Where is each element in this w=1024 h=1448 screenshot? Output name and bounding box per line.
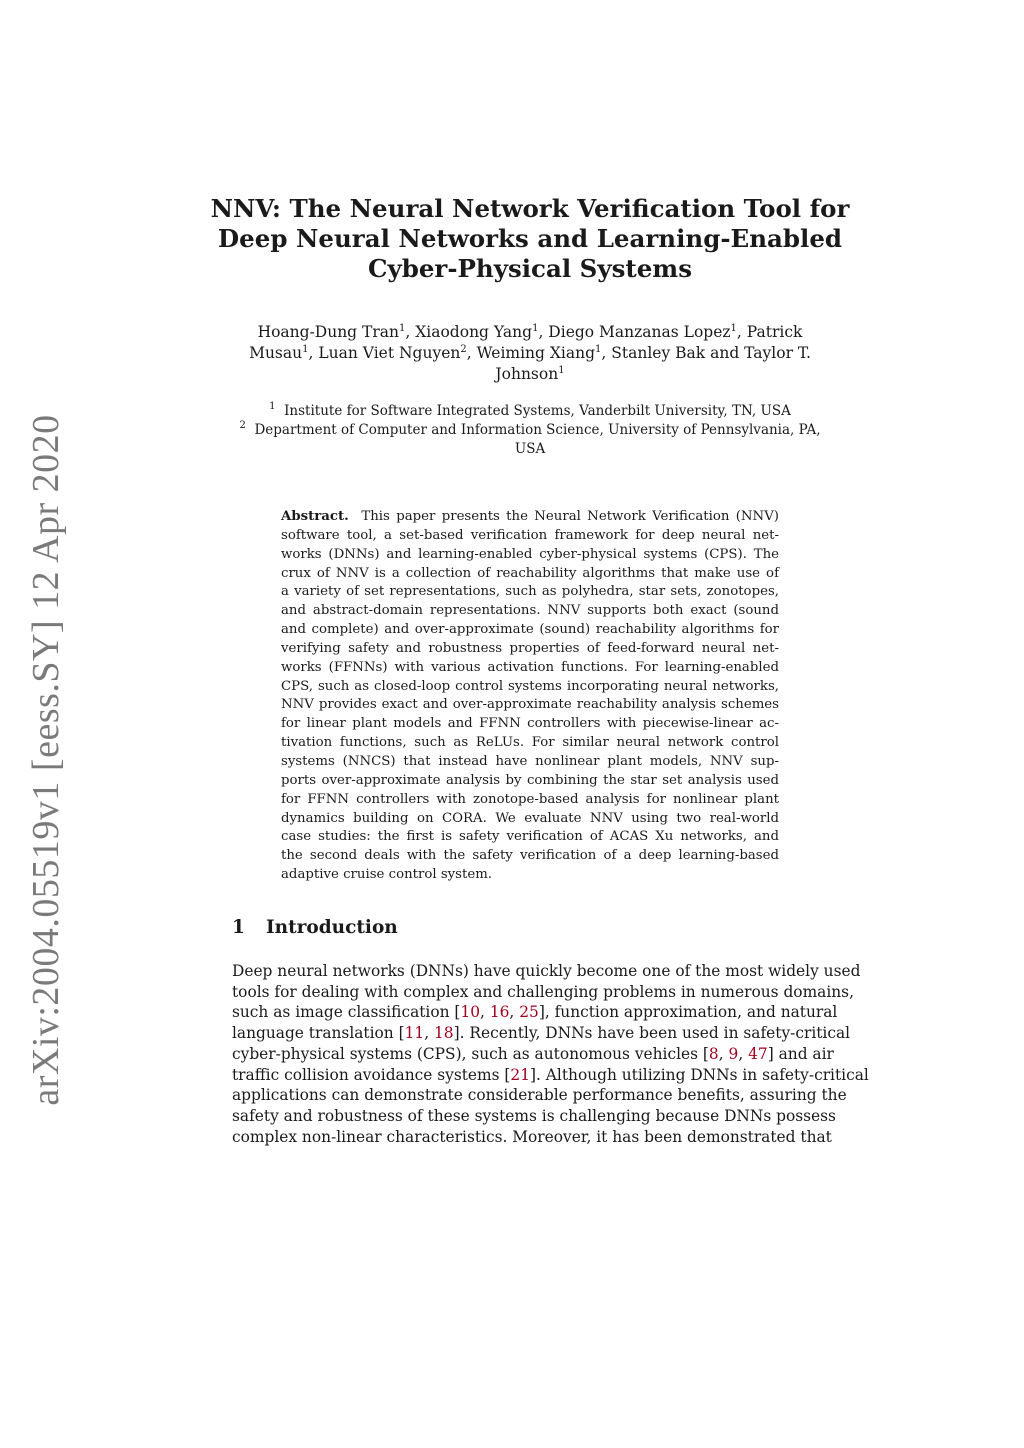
body-line: safety and robustness of these systems is challenging because DNNs possess — [232, 1106, 836, 1125]
abstract-line: works (DNNs) and learning-enabled cyber-physical systems (CPS). The — [281, 546, 779, 562]
affiliation-mark: 1 — [302, 344, 309, 355]
author-name: Musau — [249, 344, 303, 362]
abstract-line: the second deals with the safety verification of a deep learning-based — [281, 848, 779, 864]
author-name: , Stanley Bak and Taylor T. — [601, 344, 811, 362]
affiliation-line — [210, 402, 850, 421]
author-name: , Diego Manzanas Lopez — [538, 323, 731, 341]
abstract-line: for linear plant models and FFNN controllers with piecewise-linear ac- — [281, 716, 779, 732]
affiliation-text: Department of Computer and Information Science, University of Pennsylvania, PA, — [254, 422, 821, 438]
citation-link[interactable]: 25 — [519, 1003, 539, 1022]
abstract-line: tivation functions, such as ReLUs. For similar neural network control — [281, 735, 779, 751]
abstract-line — [281, 508, 779, 527]
affiliation-line: USA — [514, 441, 546, 457]
affiliation-list — [210, 402, 850, 459]
abstract-line: crux of NNV is a collection of reachability algorithms that make use of — [281, 565, 779, 581]
introduction-paragraph — [232, 961, 869, 1147]
abstract-line: verifying safety and robustness properties of feed-forward neural net- — [281, 640, 779, 656]
author-name: , Weiming Xiang — [466, 344, 596, 362]
abstract-line: CPS, such as closed-loop control systems incorporating neural networks, — [281, 678, 779, 694]
body-line: such as image classification [10, 16, 25], function approximation, and natural — [232, 1003, 838, 1022]
paper-title — [200, 194, 860, 284]
body-line: Deep neural networks (DNNs) have quickly become one of the most widely used — [232, 962, 861, 980]
abstract-line: ports over-approximate analysis by combining the star set analysis used — [281, 772, 779, 788]
body-line: traffic collision avoidance systems [21]. Although utilizing DNNs in safety-critical — [232, 1065, 869, 1084]
affiliation-mark: 1 — [595, 344, 602, 355]
author-name: , Xiaodong Yang — [405, 323, 533, 341]
author-name: , Patrick — [736, 323, 803, 341]
affiliation-mark: 1 — [269, 401, 276, 412]
section-number: 1 — [232, 917, 245, 938]
author-line — [210, 364, 850, 385]
arxiv-identifier-stamp — [16, 414, 76, 1106]
arxiv-identifier-text: arXiv:2004.05519v1 [eess.SY] 12 Apr 2020 — [25, 414, 67, 1106]
abstract-line: and complete) and over-approximate (sound) reachability algorithms for — [281, 622, 779, 638]
abstract — [281, 508, 779, 885]
affiliation-line — [210, 421, 850, 440]
abstract-line: works (FFNNs) with various activation functions. For learning-enabled — [281, 659, 779, 675]
citation-link[interactable]: 11 — [404, 1024, 425, 1043]
abstract-line: systems (NNCS) that instead have nonlinear plant models, NNV sup- — [281, 753, 779, 769]
title-line: NNV: The Neural Network Verification Tool for — [210, 194, 850, 223]
abstract-line: for FFNN controllers with zonotope-based analysis for nonlinear plant — [281, 791, 779, 807]
affiliation-mark: 2 — [460, 344, 467, 355]
author-line — [210, 343, 850, 364]
section-title: Introduction — [266, 917, 398, 938]
body-line: applications can demonstrate considerable performance benefits, assuring the — [232, 1086, 847, 1105]
author-name: Hoang-Dung Tran — [257, 323, 400, 341]
author-line — [210, 322, 850, 343]
author-name: Johnson — [495, 365, 559, 383]
body-line: cyber-physical systems (CPS), such as autonomous vehicles [8, 9, 47] and air — [232, 1044, 834, 1063]
affiliation-mark: 1 — [730, 323, 737, 334]
citation-link[interactable]: 10 — [460, 1003, 481, 1022]
affiliation-mark: 1 — [532, 323, 539, 334]
abstract-line: dynamics building on CORA. We evaluate NNV using two real-world — [281, 810, 779, 826]
abstract-line: a variety of set representations, such as polyhedra, star sets, zonotopes, — [281, 584, 779, 600]
abstract-line: adaptive cruise control system. — [281, 867, 493, 883]
section-heading-introduction — [232, 917, 398, 938]
abstract-line: NNV provides exact and over-approximate reachability analysis schemes — [281, 697, 779, 713]
citation-link[interactable]: 21 — [510, 1065, 531, 1084]
body-line: complex non-linear characteristics. Moreover, it has been demonstrated that — [232, 1127, 832, 1146]
affiliation-mark: 2 — [239, 420, 246, 431]
title-line: Deep Neural Networks and Learning-Enabled — [217, 224, 843, 253]
author-list — [210, 322, 850, 385]
citation-link[interactable]: 18 — [434, 1024, 454, 1043]
abstract-label: Abstract. — [281, 509, 349, 524]
abstract-line: software tool, a set-based verification framework for deep neural net- — [281, 527, 779, 543]
body-line: language translation [11, 18]. Recently, DNNs have been used in safety-critical — [232, 1024, 851, 1043]
citation-link[interactable]: 9 — [728, 1044, 739, 1063]
abstract-line: and abstract-domain representations. NNV supports both exact (sound — [281, 603, 779, 619]
affiliation-mark: 1 — [558, 365, 565, 376]
citation-link[interactable]: 47 — [748, 1044, 768, 1063]
affiliation-text: Institute for Software Integrated Systems, Vanderbilt University, TN, USA — [284, 403, 791, 419]
affiliation-mark: 1 — [399, 323, 406, 334]
citation-link[interactable]: 8 — [708, 1044, 719, 1063]
abstract-line: case studies: the first is safety verification of ACAS Xu networks, and — [281, 829, 779, 845]
citation-link[interactable]: 16 — [489, 1003, 510, 1022]
abstract-text: This paper presents the Neural Network Verification (NNV) — [361, 509, 779, 524]
author-name: , Luan Viet Nguyen — [308, 344, 461, 362]
title-line: Cyber-Physical Systems — [367, 254, 693, 283]
body-line: tools for dealing with complex and challenging problems in numerous domains, — [232, 982, 854, 1001]
